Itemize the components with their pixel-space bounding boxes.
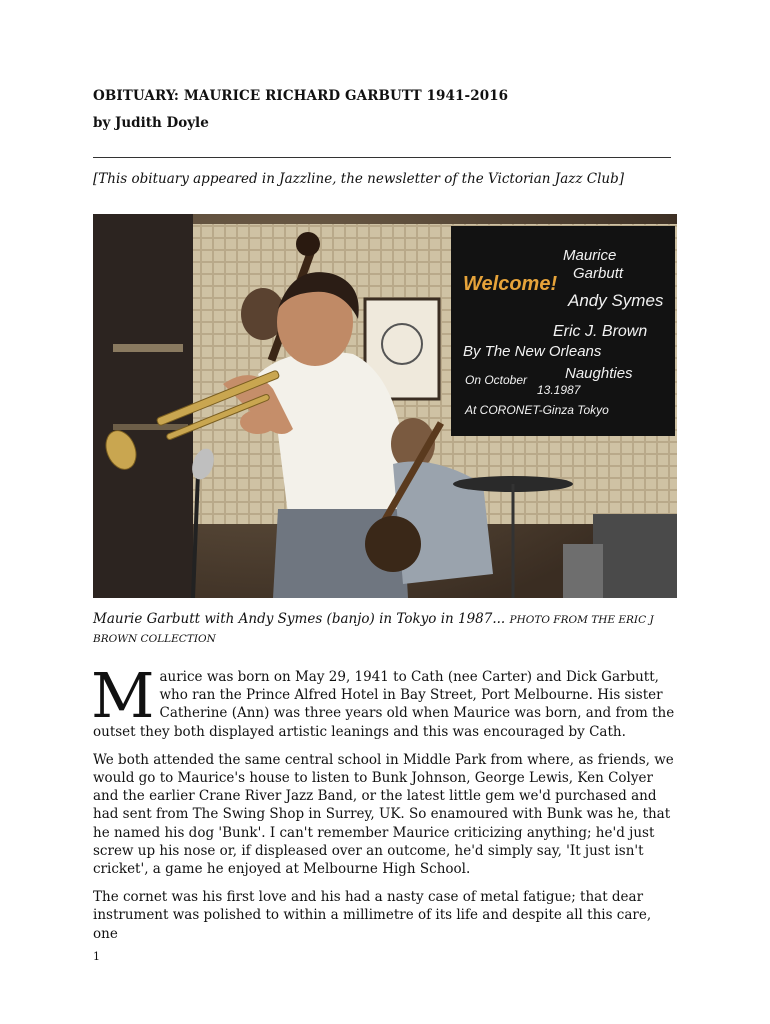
page-number: 1 <box>93 950 100 963</box>
photo-caption <box>93 610 673 648</box>
sign-line: Eric J. Brown <box>553 323 648 340</box>
horizontal-rule <box>93 157 671 158</box>
drop-cap: M <box>91 659 155 732</box>
byline: by Judith Doyle <box>93 115 209 131</box>
obituary-body <box>91 659 675 953</box>
paragraph-1 <box>91 659 675 741</box>
sign-line: Andy Symes <box>568 291 664 310</box>
paragraph-2: We both attended the same central school in Middle Park from where, as friends, we would go to Maurice's house to listen to Bunk Johnson, George Lewis, Ken Colyer and the earlier Crane River Jazz Band, or the latest little gem we'd purchased and had sent from The Swing Shop in Surrey, UK. So enamoured with Bunk was he, that he named his dog 'Bunk'. I can't remember Maurice criticizing anything; he'd just screw up his nose or, if displeased over an outcome, he'd simply say, 'It just isn't cricket', a game he enjoyed at Melbourne High School. <box>93 751 674 878</box>
caption-text: Maurie Garbutt with Andy Symes (banjo) in Tokyo in 1987... <box>93 611 510 627</box>
sign-line: On October <box>465 373 528 387</box>
sign-line: At CORONET-Ginza Tokyo <box>465 403 609 417</box>
sign-line: Garbutt <box>573 265 624 282</box>
sign-line: By The New Orleans <box>463 343 602 360</box>
sign-welcome: Welcome! <box>463 273 558 295</box>
sign-line: Naughties <box>565 365 633 382</box>
sign-line: Maurice <box>563 247 617 264</box>
sign-line: 13.1987 <box>537 383 581 397</box>
paragraph-3: The cornet was his first love and his had a nasty case of metal fatigue; that dear instrument was polished to within a millimetre of its life and despite all this care, one <box>93 889 652 942</box>
photo-credit: PHOTO FROM THE ERIC J BROWN COLLECTION <box>93 614 654 645</box>
source-note: [This obituary appeared in Jazzline, the newsletter of the Victorian Jazz Club] <box>93 171 625 187</box>
paragraph-1-text: aurice was born on May 29, 1941 to Cath (nee Carter) and Dick Garbutt, who ran the Prince Alfred Hotel in Bay Street, Port Melbourne. His sister Catherine (Ann) was three years old when Maurice was born, and from the outset they both displayed artistic leanings and this was encouraged by Cath. <box>93 669 675 740</box>
obituary-title: OBITUARY: MAURICE RICHARD GARBUTT 1941-2016 <box>93 88 509 104</box>
band-photo <box>93 214 677 598</box>
